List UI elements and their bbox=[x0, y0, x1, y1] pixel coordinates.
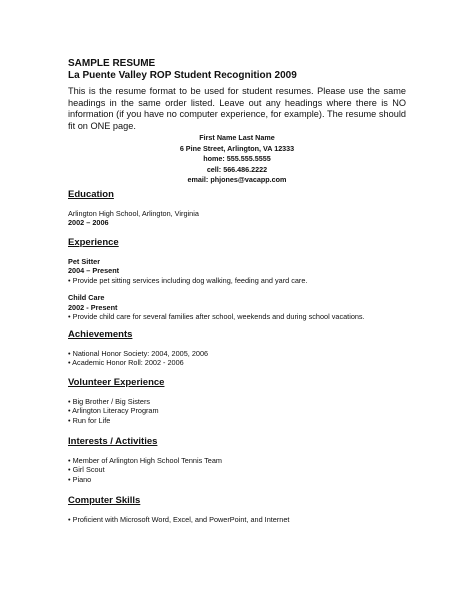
list-item: • Arlington Literacy Program bbox=[68, 406, 159, 416]
doc-title: SAMPLE RESUME bbox=[68, 58, 156, 69]
list-item: • Run for Life bbox=[68, 415, 111, 425]
contact-name: First Name Last Name bbox=[199, 133, 275, 142]
list-item: • Academic Honor Roll: 2002 - 2006 bbox=[68, 358, 184, 368]
interests-section bbox=[68, 436, 408, 484]
contact-block bbox=[68, 133, 406, 186]
job-detail: • Provide pet sitting services including dog walking, feeding and yard care. bbox=[68, 275, 308, 285]
list-item: • Piano bbox=[68, 474, 92, 484]
experience-entry bbox=[68, 257, 408, 285]
section-heading: Volunteer Experience bbox=[68, 377, 165, 388]
job-dates: 2004 – Present bbox=[68, 266, 120, 276]
doc-subtitle: La Puente Valley ROP Student Recognition 2009 bbox=[68, 70, 297, 81]
list-item: • Member of Arlington High School Tennis Team bbox=[68, 456, 222, 465]
job-role: Child Care bbox=[68, 293, 105, 303]
list-item: • Proficient with Microsoft Word, Excel, and PowerPoint, and Internet bbox=[68, 515, 290, 524]
education-section bbox=[68, 189, 408, 228]
job-dates: 2002 - Present bbox=[68, 302, 118, 312]
achievements-section bbox=[68, 329, 408, 368]
volunteer-section bbox=[68, 377, 408, 425]
experience-section bbox=[68, 237, 408, 321]
section-heading: Education bbox=[68, 189, 114, 200]
document-header bbox=[68, 58, 408, 82]
section-heading: Achievements bbox=[68, 329, 133, 340]
computer-skills-section bbox=[68, 495, 408, 524]
education-dates: 2002 – 2006 bbox=[68, 218, 109, 228]
list-item: • National Honor Society: 2004, 2005, 2006 bbox=[68, 349, 209, 358]
intro-paragraph: This is the resume format to be used for student resumes. Please use the same headings in the same order listed. Leave out any headings where there is NO information (if you have no computer experience, for example). The resume should fit on ONE page. bbox=[68, 86, 406, 131]
job-role: Pet Sitter bbox=[68, 257, 101, 266]
job-detail: • Provide child care for several families after school, weekends and during school vacations. bbox=[68, 312, 365, 322]
section-heading: Interests / Activities bbox=[68, 436, 158, 447]
section-heading: Experience bbox=[68, 237, 119, 248]
contact-address: 6 Pine Street, Arlington, VA 12333 bbox=[179, 143, 295, 153]
list-item: • Girl Scout bbox=[68, 465, 105, 475]
list-item: • Big Brother / Big Sisters bbox=[68, 397, 151, 406]
contact-home-phone: home: 555.555.5555 bbox=[203, 154, 271, 164]
experience-entry bbox=[68, 293, 408, 321]
section-heading: Computer Skills bbox=[68, 495, 141, 506]
education-school: Arlington High School, Arlington, Virginia bbox=[68, 209, 199, 218]
contact-cell-phone: cell: 566.486.2222 bbox=[206, 164, 268, 174]
contact-email: email: phjones@vacapp.com bbox=[187, 175, 287, 185]
